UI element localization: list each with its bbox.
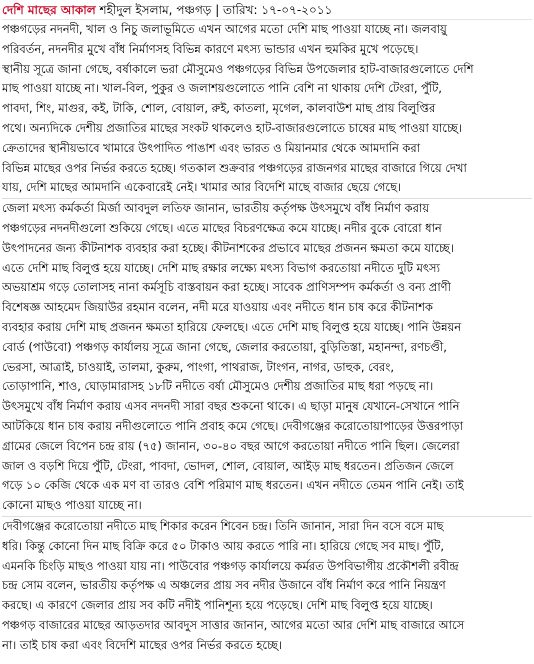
paragraph-line: তোড়াপানি, শাও, ঘোড়ামারাসহ ১৮টি নদীতে বর্ষা মৌসুমেও দেশীয় প্রজাতির মাছ ধরা পড়ছে না। bbox=[2, 379, 434, 394]
article-body bbox=[2, 20, 532, 656]
paragraph-line: জাল ও বড়শি দিয়ে পুঁটি, টেংরা, পাবদা, ভোদল, শোল, বোয়াল, আইড় মাছ ধরতেন। প্রতিজন জেলে bbox=[2, 458, 454, 473]
paragraph-line: বিশেষজ্ঞ আহমেদ জিয়াউর রহমান বলেন, নদী মরে যাওয়ায় এবং নদীতে ধান চাষ করে কীটনাশক bbox=[2, 300, 433, 315]
paragraph-line: করছে। এ কারণে জেলার প্রায় সব কটি নদীই পানিশূন্য হয়ে পড়েছে। দেশি মাছ বিলুপ্ত হয়ে যাচ্ছে। bbox=[2, 598, 433, 613]
paragraph-line: এমনকি চিংড়ি মাছও পাওয়া যায় না। পাউবোর পঞ্চগড় কার্যালয়ে কর্মরত উপবিভাগীয় প্রকৌশলী রবীন্দ্র bbox=[2, 558, 459, 573]
paragraph-line: যায়, দেশি মাছের আমদানি একেবারেই নেই। খামার আর বিদেশি মাছে বাজার ছেয়ে গেছে। bbox=[2, 180, 402, 195]
paragraph-line: ব্যবহার করায় দেশি মাছ প্রজনন ক্ষমতা হারিয়ে ফেলছে। এতে দেশি মাছ বিলুপ্ত হয়ে যাচ্ছে। পানি উন্নয়ন bbox=[2, 319, 462, 334]
news-article bbox=[2, 0, 532, 664]
paragraph-line: পাবদা, শিং, মাগুর, কই, টাকি, শোল, বোয়াল, রুই, কাতলা, মৃগেল, কালবাউশ মাছ প্রায় বিলুপ্তির bbox=[2, 101, 436, 116]
paragraph-line: পঞ্চগড়ের নদনদীগুলো শুকিয়ে গেছে। এতে মাছের বিচরণক্ষেত্র কমে যাচ্ছে। নদীর বুকে বোরো ধান bbox=[2, 220, 442, 235]
article-title: দেশি মাছের আকাল bbox=[2, 3, 96, 17]
paragraph-line: পরিবর্তন, নদনদীর মুখে বাঁধ নির্মাণসহ বিভিন্ন কারণে মৎস্য ভান্ডার এখন হুমকির মুখে পড়েছে। bbox=[2, 41, 419, 56]
paragraph-line: ভেরসা, আত্রাই, চাওয়াই, তালমা, কুরুম, পাংগা, পাথরাজ, টাংগন, নাগর, ডাহুক, বেরং, bbox=[2, 359, 394, 374]
paragraph-line: ক্রেতাদের স্থানীয়ভাবে খামারে উৎপাদিত পাঙাশ এবং ভারত ও মিয়ানমার থেকে আমদানি করা bbox=[2, 140, 421, 155]
paragraph-line: গড়ে ১০ কেজি থেকে এক মণ বা তারও বেশি পরিমাণ মাছ ধরতেন। এখন নদীতে তেমন পানি নেই। তাই bbox=[2, 478, 464, 493]
paragraph-line: না। তাই চাষ করা এবং বিদেশি মাছের ওপর নির্ভর করতে হচ্ছে। bbox=[2, 637, 283, 652]
paragraph-line: জেলা মৎস্য কর্মকর্তা মির্জা আবদুল লতিফ জানান, ভারতীয় কর্তৃপক্ষ উৎসমুখে বাঁধ নির্মাণ করায় bbox=[2, 201, 430, 216]
paragraph-line: কোনো মাছও পাওয়া যাচ্ছে না। bbox=[2, 498, 142, 513]
article-byline: শহীদুল ইসলাম, পঞ্চগড় | তারিখ: ১৭-০৭-২০১১ bbox=[95, 3, 333, 17]
paragraph-line: পঞ্চগড় বাজারের মাছের আড়তদার আবদুস সাত্তার জানান, আগের মতো আর দেশি মাছ বাজারে আসে bbox=[2, 617, 465, 632]
paragraph-line: উৎসমুখে বাঁধ নির্মাণ করায় এসব নদনদী সারা বছর শুকনো থাকে। এ ছাড়া মানুষ যেখানে-সেখানে পানি bbox=[2, 399, 460, 414]
article-paragraph bbox=[2, 20, 532, 198]
paragraph-line: বিভিন্ন মাছের ওপর নির্ভর করতে হচ্ছে। গতকাল শুক্রবার পঞ্চগড়ের রাজনগর মাছের বাজারে গিয়ে দেখা bbox=[2, 160, 467, 175]
paragraph-line: মাছ পাওয়া যাচ্ছে না। খাল-বিল, পুকুর ও জলাশয়গুলোতে পানি বেশি না থাকায় দেশি টেংরা, পুঁটি, bbox=[2, 81, 442, 96]
paragraph-line: চন্দ্র সোম বলেন, ভারতীয় কর্তৃপক্ষ এ অঞ্চলের প্রায় সব নদীর উজানে বাঁধ নির্মাণ করে পানি নিয়ন্ত্রণ bbox=[2, 578, 446, 593]
paragraph-line: ধরি। কিন্তু কোনো দিন মাছ বিক্রি করে ৫০ টাকাও আয় করতে পারি না। হারিয়ে গেছে সব মাছ। পুঁটি, bbox=[2, 538, 444, 553]
paragraph-line: উৎপাদনের জন্য কীটনাশক ব্যবহার করা হচ্ছে। কীটনাশকের প্রভাবে মাছের প্রজনন ক্ষমতা কমে যাচ্ছে। bbox=[2, 240, 454, 255]
paragraph-line: এতে দেশি মাছ বিলুপ্ত হয়ে যাচ্ছে। দেশি মাছ রক্ষার লক্ষ্যে মৎস্য বিভাগ করতোয়া নদীতে দুটি মৎস্য bbox=[2, 260, 440, 275]
paragraph-line: স্থানীয় সূত্রে জানা গেছে, বর্ষাকালে ভরা মৌসুমেও পঞ্চগড়ের বিভিন্ন উপজেলার হাট-বাজারগুলোতে দেশি bbox=[2, 61, 474, 76]
article-paragraph bbox=[2, 516, 532, 656]
article-header bbox=[2, 0, 532, 20]
paragraph-line: বোর্ড (পাউবো) পঞ্চগড় কার্যালয় সূত্রে জানা গেছে, জেলার করতোয়া, বুড়িতিস্তা, মহানন্দা, রণচণ্ডী, bbox=[2, 339, 447, 354]
paragraph-line: পঞ্চগড়ের নদনদী, খাল ও নিচু জলাভূমিতে এখন আগের মতো দেশি মাছ পাওয়া যাচ্ছে না। জলবায়ু bbox=[2, 22, 447, 36]
paragraph-line: অভয়াশ্রম গড়ে তোলাসহ নানা কর্মসূচি বাস্তবায়ন করা হচ্ছে। সাবেক প্রাণিসম্পদ কর্মকর্তা ও বন্য প্রাণী bbox=[2, 280, 451, 295]
article-paragraph bbox=[2, 198, 532, 516]
paragraph-line: দেবীগঞ্জের করোতোয়া নদীতে মাছ শিকার করেন শিবেন চন্দ্র। তিনি জানান, সারা দিন বসে বসে মাছ bbox=[2, 518, 444, 533]
paragraph-line: গ্রামের জেলে বিপেন চন্দ্র রায় (৭৫) জানান, ৩০-৪০ বছর আগে করতোয়া নদীতে পানি ছিল। জেলেরা bbox=[2, 438, 460, 453]
paragraph-line: পথে। অন্যদিকে দেশীয় প্রজাতির মাছের সংকট থাকলেও হাট-বাজারগুলোতে চাষের মাছ পাওয়া যাচ্ছে। bbox=[2, 120, 462, 135]
paragraph-line: আটকিয়ে ধান চাষ করায় নদীগুলোতে পানি প্রবাহ কমে গেছে। দেবীগঞ্জের করোতোয়াপাড়ের উত্তরপাড়া bbox=[2, 418, 464, 433]
